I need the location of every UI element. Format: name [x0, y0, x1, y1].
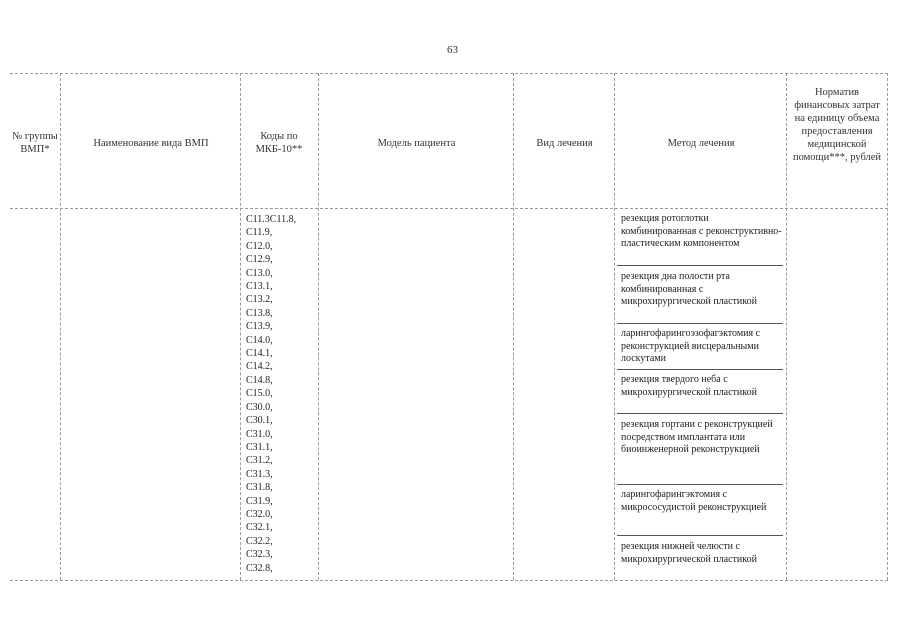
icd-code: C31.3,	[246, 468, 273, 480]
column-divider	[614, 73, 615, 580]
icd-code: C31.0,	[246, 428, 273, 440]
icd-code: C11.3C11.8,	[246, 214, 297, 225]
treatment-method-entry: ларингофарингоэзофагэктомия с реконструкцией висцеральными лоскутами	[621, 328, 761, 365]
treatment-method-entry: резекция нижней челюсти с микрохирургической пластикой	[621, 541, 757, 565]
icd-code: C31.1,	[246, 441, 273, 453]
header-norm: Норматив финансовых затрат на единицу объема предоставления медицинской помощи***, рублей	[792, 87, 882, 163]
treatment-method-entry: резекция ротоглотки комбинированная с реконструктивно-пластическим компонентом	[621, 213, 782, 250]
icd-code: C14.1,	[246, 348, 273, 360]
icd-code: C30.1,	[246, 415, 273, 427]
method-separator	[617, 323, 783, 324]
icd-code: C12.0,	[246, 240, 273, 252]
method-separator	[617, 484, 783, 485]
icd-code: C13.9,	[246, 321, 273, 333]
column-divider	[60, 73, 61, 580]
icd-code: C32.3,	[246, 549, 273, 561]
icd-code: C30.0,	[246, 401, 273, 413]
column-divider	[318, 73, 319, 580]
icd-code: C13.2,	[246, 294, 273, 306]
icd-code: C14.2,	[246, 361, 273, 373]
icd-code: C31.8,	[246, 482, 273, 494]
header-patient-model: Модель пациента	[377, 137, 456, 149]
table-right-border	[887, 73, 888, 580]
icd-codes-list	[246, 213, 316, 575]
method-separator	[617, 265, 783, 266]
treatment-method-entry: резекция гортани с реконструкцией посредством имплантата или биоинженерной реконструкцией	[621, 419, 773, 456]
column-divider	[240, 73, 241, 580]
icd-code: C13.1,	[246, 281, 273, 293]
icd-code: C32.8,	[246, 562, 273, 574]
icd-code: C13.8,	[246, 307, 273, 319]
header-group-number: № группы ВМП*	[12, 131, 58, 155]
icd-code: C32.2,	[246, 535, 273, 547]
icd-code: C14.8,	[246, 374, 273, 386]
method-separator	[617, 369, 783, 370]
header-vmp-name: Наименование вида ВМП	[93, 137, 209, 149]
header-icd-codes: Коды по МКБ-10**	[255, 131, 303, 155]
icd-code: C14.0,	[246, 334, 273, 346]
icd-code: C11.9,	[246, 227, 273, 239]
icd-code: C15.0,	[246, 388, 273, 400]
table-top-border	[10, 73, 888, 74]
icd-code: C32.1,	[246, 522, 273, 534]
header-treatment-type: Вид лечения	[536, 137, 593, 149]
page-number: 63	[447, 44, 458, 56]
method-separator	[617, 535, 783, 536]
icd-code: C32.0,	[246, 508, 273, 520]
method-separator	[617, 413, 783, 414]
icd-code: C13.0,	[246, 267, 273, 279]
icd-code: C12.9,	[246, 254, 273, 266]
icd-code: C31.2,	[246, 455, 273, 467]
table-header-bottom-border	[10, 208, 888, 209]
treatment-method-entry: резекция твердого неба с микрохирургической пластикой	[621, 374, 757, 398]
column-divider	[786, 73, 787, 580]
header-treatment-method: Метод лечения	[667, 137, 735, 149]
treatment-method-entry: ларингофарингэктомия с микрососудистой реконструкцией	[621, 489, 767, 513]
treatment-method-entry: резекция дна полости рта комбинированная с микрохирургической пластикой	[621, 271, 757, 308]
icd-code: C31.9,	[246, 495, 273, 507]
table-bottom-border	[10, 580, 888, 581]
column-divider	[513, 73, 514, 580]
